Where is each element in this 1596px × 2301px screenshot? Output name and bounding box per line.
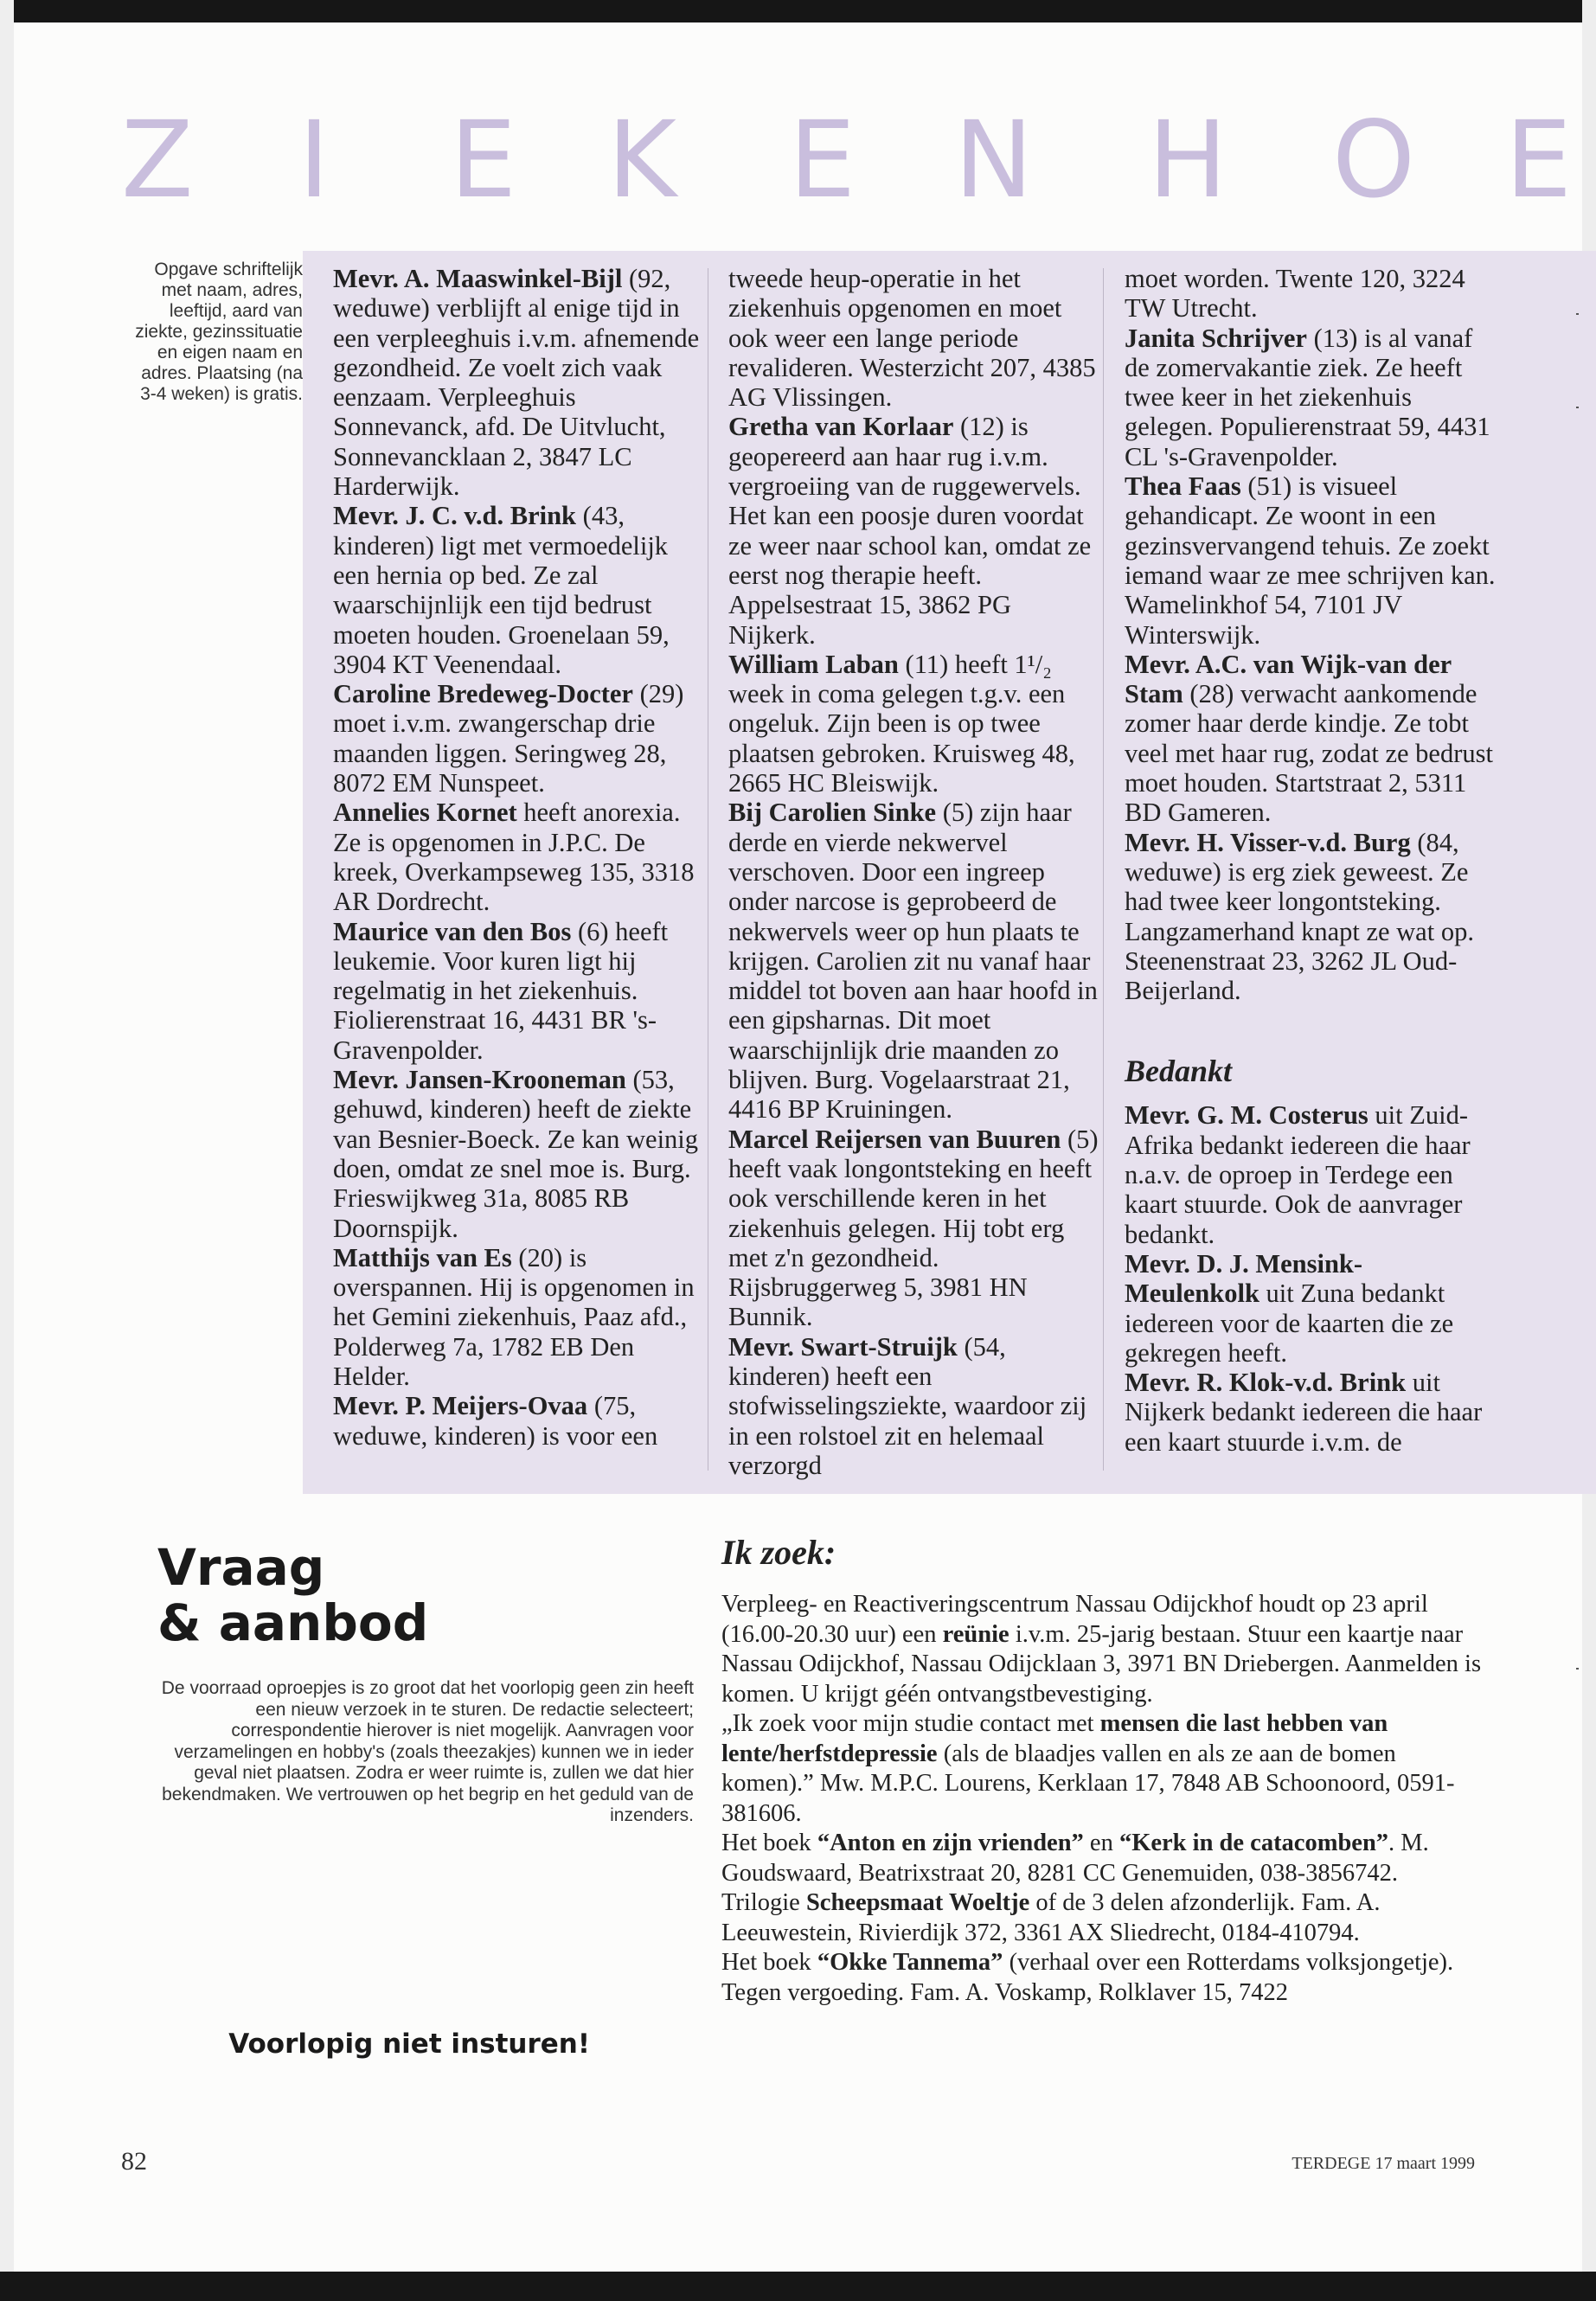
entry-text: heeft anorexia. Ze is opgenomen in J.P.C. De kreek, Overkampseweg 135, 3318 AR Dordrecht. — [333, 798, 695, 917]
listing-entry — [1125, 264, 1497, 324]
entry-text: (11) heeft 1¹/₂ week in coma gelegen t.g.v. een ongeluk. Zijn been is op twee plaatsen gebroken. Kruisweg 48, 2665 HC Bleiswijk. — [728, 649, 1075, 798]
entry-text: uit Nijkerk bedankt iedereen die haar een kaart stuurde i.v.m. de — [1125, 1368, 1483, 1457]
column-divider — [1103, 268, 1104, 1471]
item-text: i.v.m. 25-jarig bestaan. Stuur een kaartje naar Nassau Odijckhof, Nassau Odijcklaan 3, 3971 BN Driebergen. Aanmelden is komen. U krijgt géén ontvangstbevestiging. — [721, 1620, 1482, 1708]
item-text: „Ik zoek voor mijn studie contact met — [721, 1710, 1100, 1737]
entry-name: Matthijs van Es — [333, 1242, 512, 1272]
entry-name: Mevr. Swart-Struijk — [728, 1331, 958, 1362]
column-1 — [333, 264, 705, 1451]
listing-entry — [333, 501, 705, 679]
entry-text: (13) is al vanaf de zomervakantie ziek. Ze heeft twee keer in het ziekenhuis gelegen. Populierenstraat 59, 4431 CL 's-Gravenpolder. — [1125, 323, 1490, 471]
item-text: Trilogie — [721, 1889, 806, 1916]
vraag-text: De voorraad oproepjes is zo groot dat het voorlopig geen zin heeft een nieuw verzoek in te sturen. De redactie selecteert; correspondentie hierover is niet mogelijk. Aanvragen voor verzamelingen en hobby's (zoals theezakjes) kunnen we in ieder geval niet plaatsen. Zodra er weer ruimte is, zullen we dat hier bekendmaken. We vertrouwen op het begrip en het geduld van de inzenders. — [161, 1678, 694, 1825]
listing-entry — [1125, 1249, 1497, 1368]
entry-text: tweede heup-operatie in het ziekenhuis opgenomen en moet ook weer een lange periode revalideren. Westerzicht 207, 4385 AG Vlissingen. — [728, 264, 1096, 413]
listing-entry — [1125, 471, 1497, 650]
item-text: Het boek — [721, 1830, 817, 1856]
item-text: en — [1083, 1830, 1119, 1856]
title-letter: O — [1332, 99, 1416, 221]
item-highlight: “Kerk in de catacomben” — [1118, 1830, 1389, 1856]
entry-text: (5) heeft vaak longontsteking en heeft ook verschillende keren in het ziekenhuis gelegen. Hij tobt erg met z'n gezondheid. Rijsbruggerweg 5, 3981 HN Bunnik. — [728, 1124, 1099, 1332]
entry-name: Mevr. A. Maaswinkel-Bijl — [333, 264, 623, 293]
bottom-border — [0, 2272, 1596, 2301]
ikzoek-heading: Ik zoek: — [721, 1533, 836, 1572]
intro-text: Opgave schriftelijk met naam, adres, leeftijd, aard van ziekte, gezinssituatie en eigen naam en adres. Plaatsing (na 3-4 weken) is gratis. — [135, 260, 303, 404]
item-text: of de 3 delen afzonderlijk. Fam. A. Leeuwestein, Rivierdijk 372, 3361 AX Sliedrecht, 0184-410794. — [721, 1889, 1381, 1946]
title-letter: E — [450, 99, 517, 221]
item-highlight: “Anton en zijn vrienden” — [817, 1830, 1084, 1856]
item-highlight: Scheepsmaat Woeltje — [805, 1889, 1030, 1916]
entry-text: (92, weduwe) verblijft al enige tijd in een verpleeghuis i.v.m. afnemende gezondheid. Ze voelt zich vaak eenzaam. Verpleeghuis Sonnevanck, afd. De Uitvlucht, Sonnevancklaan 2, 3847 LC Harderwijk. — [333, 264, 700, 502]
item-text: (als de blaadjes vallen en als ze aan de bomen komen).” Mw. M.P.C. Lourens, Kerklaan 17, 7848 AB Schoonoord, 0591-381606. — [721, 1740, 1455, 1827]
column-3 — [1125, 264, 1497, 1457]
listing-entry — [728, 798, 1100, 1124]
entry-text: uit Zuna bedankt iedereen voor de kaarten die ze gekregen heeft. — [1125, 1279, 1454, 1368]
ikzoek-item — [721, 1948, 1483, 2008]
vraag-note: Voorlopig niet insturen! — [228, 2029, 590, 2060]
page-number: 82 — [121, 2147, 147, 2176]
listing-entry — [728, 1125, 1100, 1332]
entry-text: (84, weduwe) is erg ziek geweest. Ze had twee keer longontsteking. Langzamerhand knapt ze wat op. Steenenstraat 23, 3262 JL Oud-Beijerland. — [1125, 827, 1474, 1006]
vraag-title-line: Vraag — [157, 1538, 325, 1597]
title-letter: I — [298, 99, 330, 221]
title-letter: K — [607, 99, 677, 221]
listing-entry — [728, 412, 1100, 649]
entry-name: Maurice van den Bos — [333, 916, 572, 946]
title-letter: E — [1505, 99, 1573, 221]
listing-entry — [728, 1332, 1100, 1480]
entry-text: (20) is overspannen. Hij is opgenomen in het Gemini ziekenhuis, Paaz afd., Polderweg 7a, 1782 EB Den Helder. — [333, 1242, 695, 1391]
ikzoek-item — [721, 1888, 1483, 1948]
listing-entry — [1125, 828, 1497, 1006]
entry-text: (28) verwacht aankomende zomer haar derde kindje. Ze tobt veel met haar rug, zodat ze bedrust moet houden. Startstraat 2, 5311 BD Gameren. — [1125, 679, 1493, 828]
entry-text: (54, kinderen) heeft een stofwisselingsziekte, waardoor zij in een rolstoel zit en helemaal verzorgd — [728, 1331, 1087, 1480]
item-text: (verhaal over een Rotterdams volksjongetje). Tegen vergoeding. Fam. A. Voskamp, Rolklaver 15, 7422 — [721, 1949, 1454, 2006]
publication-footer: TERDEGE 17 maart 1999 — [1292, 2154, 1475, 2173]
entry-name: Mevr. A.C. van Wijk-van der Stam — [1125, 649, 1452, 709]
entry-name: Bij Carolien Sinke — [728, 798, 937, 828]
listing-entry — [728, 650, 1100, 798]
item-text: Verpleeg- en Reactiveringscentrum Nassau Odijckhof houdt op 23 april (16.00-20.30 uur) een — [721, 1591, 1428, 1648]
ikzoek-item — [721, 1709, 1483, 1829]
title-letter: E — [789, 99, 856, 221]
listing-entry — [1125, 650, 1497, 828]
vraag-title-line: & aanbod — [157, 1593, 429, 1652]
entry-name: Marcel Reijersen van Buuren — [728, 1124, 1061, 1154]
vraag-title — [157, 1540, 642, 1650]
listing-entry — [333, 1391, 705, 1451]
entry-text: (29) moet i.v.m. zwangerschap drie maanden liggen. Seringweg 28, 8072 EM Nunspeet. — [333, 679, 684, 798]
margin-mark — [1576, 1668, 1579, 1670]
item-highlight: mensen die last hebben van lente/herfstdepressie — [721, 1710, 1388, 1767]
listing-entry — [333, 917, 705, 1065]
entry-text: (75, weduwe, kinderen) is voor een — [333, 1391, 658, 1451]
margin-mark — [1576, 407, 1579, 408]
ikzoek-item — [721, 1590, 1483, 1709]
ikzoek-item — [721, 1829, 1483, 1888]
entry-name: Thea Faas — [1125, 471, 1241, 502]
entry-name: Mevr. H. Visser-v.d. Burg — [1125, 827, 1411, 857]
entry-name: Mevr. Jansen-Krooneman — [333, 1065, 626, 1095]
entry-name: Caroline Bredeweg-Docter — [333, 679, 633, 709]
margin-mark — [1576, 313, 1579, 315]
entry-name: Annelies Kornet — [333, 798, 517, 828]
left-edge — [0, 0, 14, 2301]
title-letter: Z — [121, 99, 194, 221]
entry-text: moet worden. Twente 120, 3224 TW Utrecht. — [1125, 264, 1465, 324]
entry-text: uit Zuid-Afrika bedankt iedereen die haar n.a.v. de oproep in Terdege een kaart stuurde. Ook de aanvrager bedankt. — [1125, 1100, 1471, 1249]
item-text: . M. Goudswaard, Beatrixstraat 20, 8281 CC Genemuiden, 038-3856742. — [721, 1830, 1429, 1887]
title-letter: N — [954, 99, 1034, 221]
item-text: Het boek — [721, 1949, 817, 1976]
entry-text: (5) zijn haar derde en vierde nekwervel verschoven. Door een ingreep onder narcose is geprobeerd de nekwervels weer op hun plaats te krijgen. Carolien zit nu vanaf haar middel tot boven aan haar hoofd in een gipsharnas. Dit moet waarschijnlijk drie maanden zo blijven. Burg. Vogelaarstraat 21, 4416 BP Kruiningen. — [728, 798, 1098, 1125]
listing-entry — [333, 679, 705, 798]
listing-entry — [333, 264, 705, 501]
entry-name: Mevr. G. M. Costerus — [1125, 1100, 1368, 1131]
page-title — [121, 99, 1596, 221]
entry-text: (51) is visueel gehandicapt. Ze woont in een gezinsvervangend tehuis. Ze zoekt iemand waar ze mee schrijven kan. Wamelinkhof 54, 7101 JV Winterswijk. — [1125, 471, 1496, 650]
item-highlight: “Okke Tannema” — [817, 1949, 1003, 1976]
listing-entry — [333, 798, 705, 916]
entry-text: (53, gehuwd, kinderen) heeft de ziekte van Besnier-Boeck. Ze kan weinig doen, omdat ze snel moe is. Burg. Frieswijkweg 31a, 8085 RB Doornspijk. — [333, 1065, 699, 1243]
entry-name: Mevr. D. J. Mensink-Meulenkolk — [1125, 1248, 1363, 1309]
column-2 — [728, 264, 1100, 1480]
entry-name: William Laban — [728, 649, 899, 679]
entry-name: Mevr. J. C. v.d. Brink — [333, 501, 577, 531]
listing-entry — [728, 264, 1100, 412]
entry-name: Mevr. P. Meijers-Ovaa — [333, 1391, 588, 1421]
top-border — [0, 0, 1596, 22]
entry-text: (43, kinderen) ligt met vermoedelijk een hernia op bed. Ze zal waarschijnlijk een tijd bedrust moeten houden. Groenelaan 59, 3904 KT Veenendaal. — [333, 501, 670, 679]
entry-name: Janita Schrijver — [1125, 323, 1307, 353]
listing-entry — [1125, 324, 1497, 471]
bedankt-heading: Bedankt — [1125, 1054, 1233, 1089]
item-highlight: reünie — [942, 1620, 1010, 1648]
entry-text: (6) heeft leukemie. Voor kuren ligt hij regelmatig in het ziekenhuis. Fiolierenstraat 16, 4431 BR 's-Gravenpolder. — [333, 916, 669, 1065]
entry-name: Mevr. R. Klok-v.d. Brink — [1125, 1368, 1407, 1398]
listing-entry — [1125, 1368, 1497, 1457]
listing-entry — [333, 1065, 705, 1243]
listing-entry — [333, 1243, 705, 1391]
ikzoek-body — [721, 1590, 1483, 2008]
title-letter: H — [1148, 99, 1227, 221]
listing-entry — [1125, 1100, 1497, 1248]
entry-name: Gretha van Korlaar — [728, 412, 954, 442]
entry-text: (12) is geopereerd aan haar rug i.v.m. vergroeiing van de ruggewervels. Het kan een poosje duren voordat ze weer naar school kan, omdat ze eerst nog therapie heeft. Appelsestraat 15, 3862 PG Nijkerk. — [728, 412, 1092, 650]
